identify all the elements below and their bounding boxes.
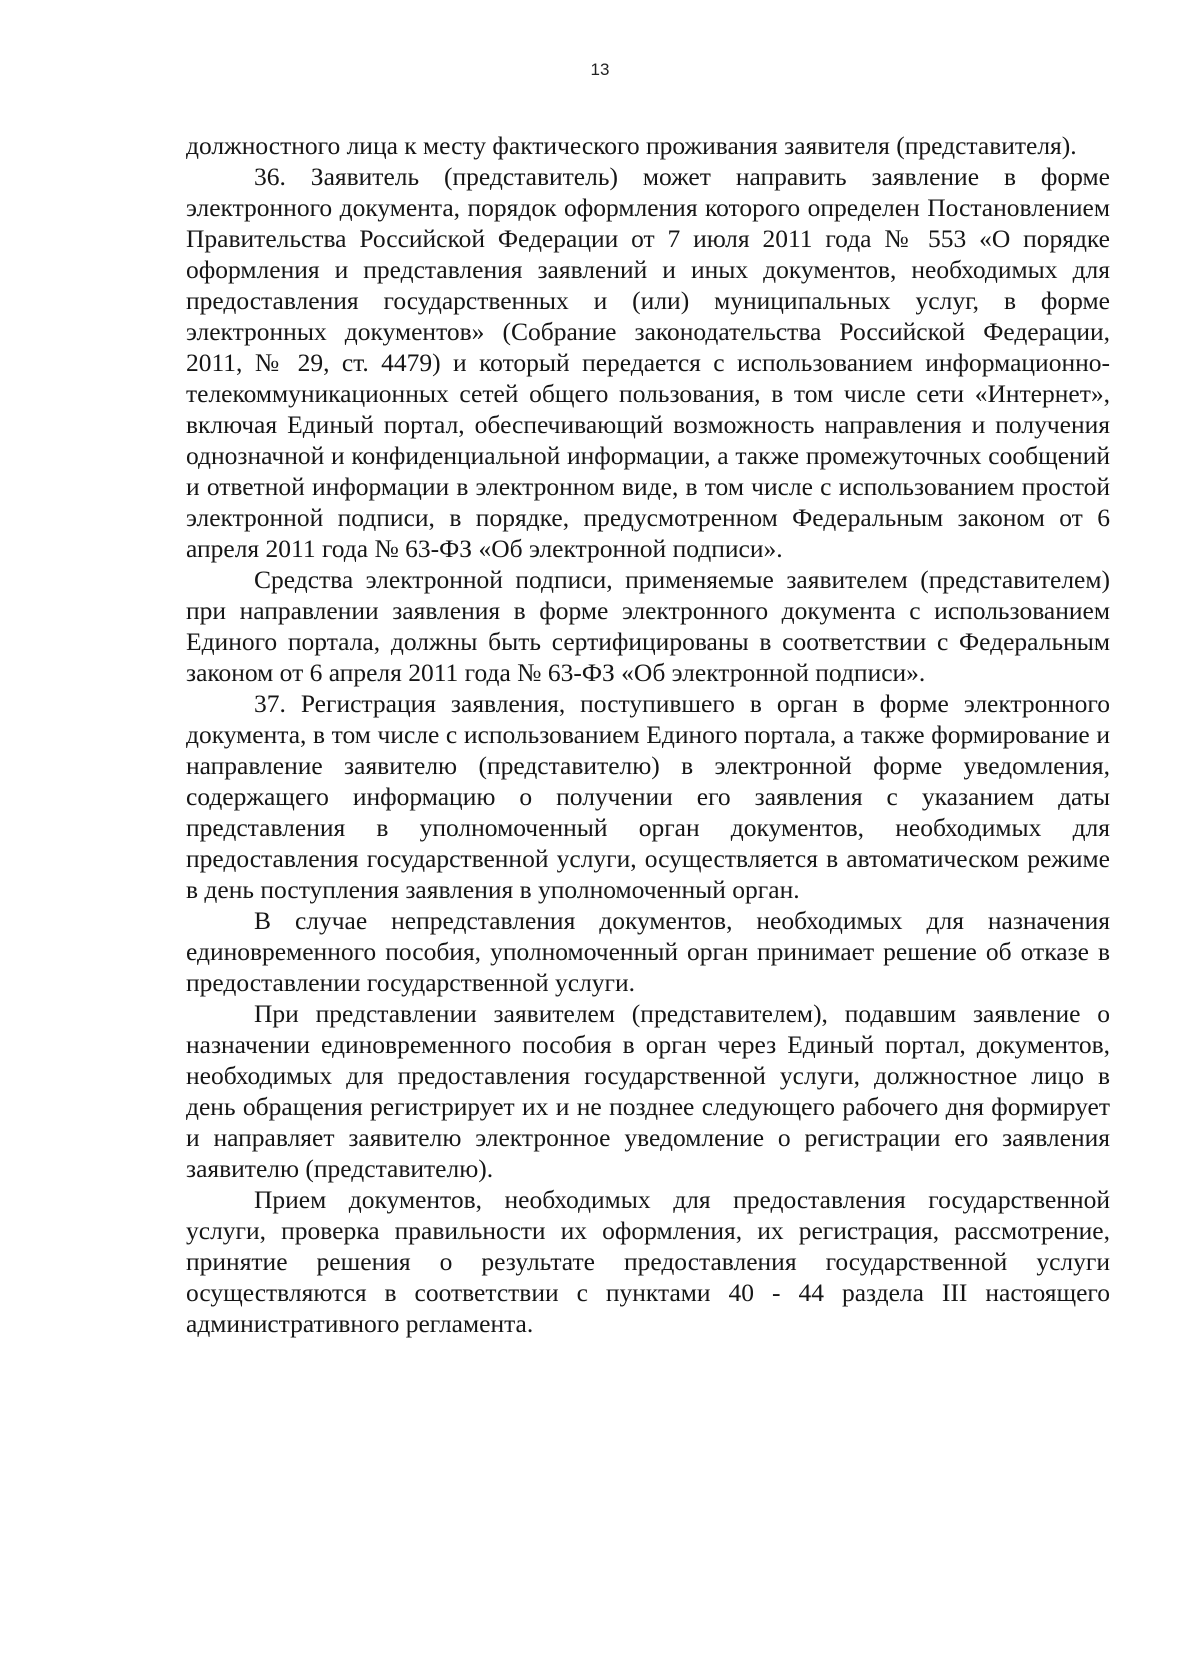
paragraph-item-37: 37. Регистрация заявления, поступившего в орган в форме электронного документа, в том числе с использованием Единого портала, а также формирование и направление заявителю (представителю) в электронной форме уведомления, содержащего информацию о получении его заявления с указанием даты представления в уполномоченный орган документов, необходимых для предоставления государственной услуги, осуществляется в автоматическом режиме в день поступления заявления в уполномоченный орган. bbox=[186, 689, 1110, 904]
paragraph-refusal: В случае непредставления документов, необходимых для назначения единовременного пособия, уполномоченный орган принимает решение об отказе в предоставлении государственной услуги. bbox=[186, 906, 1110, 997]
paragraph-registration-notice: При представлении заявителем (представителем), подавшим заявление о назначении единовременного пособия в орган через Единый портал, документов, необходимых для предоставления государственной услуги, должностное лицо в день обращения регистрирует их и не позднее следующего рабочего дня формирует и направляет заявителю электронное уведомление о регистрации его заявления заявителю (представителю). bbox=[186, 999, 1110, 1183]
paragraph-item-36: 36. Заявитель (представитель) может направить заявление в форме электронного документа, порядок оформления которого определен Постановлением Правительства Российской Федерации от 7 июля 2011 года № 553 «О порядке оформления и представления заявлений и иных документов, необходимых для предоставления государственных и (или) муниципальных услуг, в форме электронных документов» (Собрание законодательства Российской Федерации, 2011, № 29, ст. 4479) и который передается с использованием информационно-телекоммуникационных сетей общего пользования, в том числе сети «Интернет», включая Единый портал, обеспечивающий возможность направления и получения однозначной и конфиденциальной информации, а также промежуточных сообщений и ответной информации в электронном виде, в том числе с использованием простой электронной подписи, в порядке, предусмотренном Федеральным законом от 6 апреля 2011 года № 63-ФЗ «Об электронной подписи». bbox=[186, 162, 1110, 563]
paragraph-document-processing: Прием документов, необходимых для предоставления государственной услуги, проверка правильности их оформления, их регистрация, рассмотрение, принятие решения о результате предоставления государственной услуги осуществляются в соответствии с пунктами 40 - 44 раздела III настоящего административного регламента. bbox=[186, 1185, 1110, 1338]
paragraph-continuation: должностного лица к месту фактического проживания заявителя (представителя). bbox=[186, 131, 1077, 160]
paragraph-signature-tools: Средства электронной подписи, применяемые заявителем (представителем) при направлении заявления в форме электронного документа с использованием Единого портала, должны быть сертифицированы в соответствии с Федеральным законом от 6 апреля 2011 года № 63-ФЗ «Об электронной подписи». bbox=[186, 565, 1110, 687]
page-number: 13 bbox=[590, 60, 610, 79]
document-body bbox=[186, 130, 1110, 1339]
